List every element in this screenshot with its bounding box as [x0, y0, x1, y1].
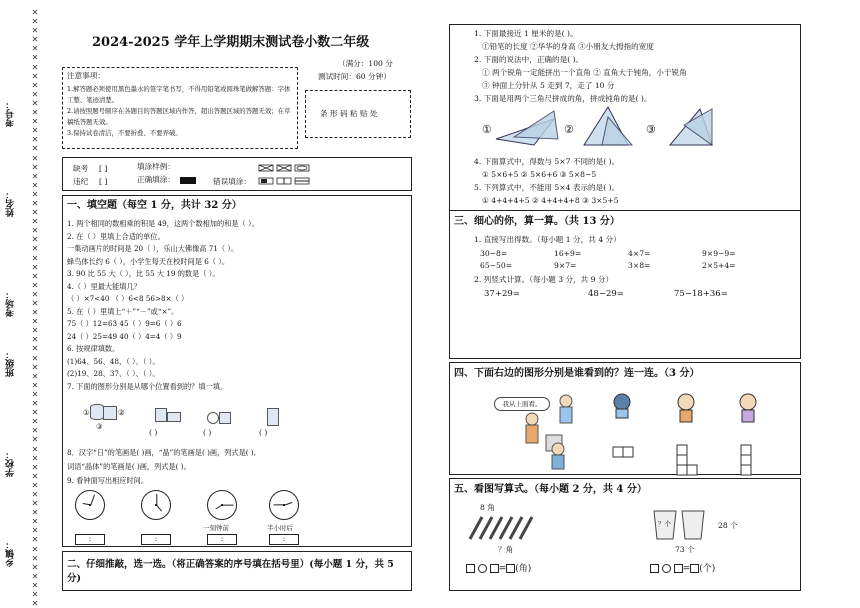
section1-title: 一、填空题（每空 1 分，共计 32 分） — [67, 200, 242, 211]
binding-field-town: 乡镇： — [6, 540, 16, 567]
view-shape-b — [676, 443, 700, 479]
speech-bubble: 我从上面看。 — [494, 397, 550, 411]
question-8a: 8．汉字“日”的笔画是( )画，“晶”的笔画是( )画，列式是( ), — [67, 448, 256, 457]
clock-face — [269, 490, 299, 520]
question-line: 2. 在（ ）里填上合适的单位。 — [67, 231, 165, 241]
fill-samples — [257, 164, 317, 186]
equation-left[interactable]: = (角) — [466, 561, 531, 574]
clock-label: 半小时后 — [267, 524, 293, 532]
question-line: 5. 在（ ）里填上“＋”“－”或“×”。 — [67, 306, 179, 316]
sample-label: 填涂样例： — [137, 162, 175, 171]
clock-face — [207, 490, 237, 520]
test-time: 测试时间：60 分钟） — [318, 72, 391, 81]
choice-q1-options: ①铅笔的长度 ②华华的身高 ③小朋友大拇指的宽度 — [482, 42, 654, 51]
seal-line-crosses: ✕ ✕ ✕ ✕ ✕ ✕ ✕ ✕ ✕ ✕ ✕ ✕ ✕ ✕ ✕ ✕ ✕ ✕ ✕ ✕ ✕ ✕ ✕ ✕ ✕ ✕ ✕ ✕ ✕ ✕ ✕ ✕ ✕ ✕ ✕ ✕ ✕ ✕ ✕ ✕ ✕ ✕ ✕ ✕ ✕ ✕ ✕ ✕ ✕ ✕ ✕ ✕ ✕ ✕ ✕ ✕ ✕ ✕ ✕ ✕ ✕ ✕ ✕ ✕ ✕ ✕ — [31, 8, 39, 608]
question-line: 24（ ）25=49 40（ ）4=4（ ）9 — [67, 331, 182, 341]
question-line: 6. 按规律填数。 — [67, 344, 120, 353]
absent-label: 缺考 — [73, 164, 89, 173]
view-num: ① — [83, 408, 90, 417]
violation-label: 违纪 — [73, 177, 89, 186]
child-girl-icon — [738, 393, 758, 423]
mental-math-item: 4×7= — [628, 249, 651, 258]
basket-question: ？个 — [658, 520, 671, 528]
notice-item: 1.解答题必须使用黑色墨水的签字笔书写，不得用铅笔或圆珠笔做解答题：字体工整、笔迹清楚。 — [67, 85, 291, 104]
child-top-view-icon — [612, 393, 632, 419]
view-shape-a — [612, 445, 636, 459]
choice-q4: 4. 下面算式中，得数与 5×7 不同的是( )。 — [474, 157, 620, 166]
clock-face — [75, 490, 105, 520]
mental-math-item: 9×9−9= — [702, 249, 736, 258]
notice-item: 3.保持试卷清洁，不要折叠、不要弄破。 — [67, 129, 182, 137]
notice-items — [67, 84, 293, 139]
choice-q1: 1. 下面最接近 1 厘米的是( )。 — [474, 29, 578, 38]
time-answer-box[interactable]: : — [75, 534, 105, 545]
section4-title: 四、下面右边的图形分别是谁看到的？连一连。（3 分） — [454, 368, 700, 379]
exam-title: 2024-2025 学年上学期期末测试卷小数二年级 — [92, 35, 370, 50]
section-fill-blank — [62, 195, 412, 547]
triangle-ruler-icon — [660, 105, 720, 151]
question-line: 一集动画片的时间是 20（ ），乐山大佛像高 71（ ）。 — [67, 244, 239, 253]
clock-label: 一刻钟前 — [203, 524, 229, 532]
absence-box — [62, 157, 412, 191]
barcode-area — [305, 90, 411, 138]
view-num: ③ — [96, 422, 103, 431]
time-answer-box[interactable]: : — [207, 534, 237, 545]
cube-shape — [103, 406, 117, 420]
notice-title: 注意事项： — [67, 71, 105, 80]
section2-title: 二、仔细推敲，选一选。（将正确答案的序号填在括号里）(每小题 1 分，共 5 分) — [67, 559, 394, 584]
absent-checkbox[interactable]: [ ] — [99, 164, 108, 173]
unit-label: (角) — [515, 564, 532, 574]
vertical-calc: 37+29= — [484, 289, 520, 299]
pencils-value: 8 角 — [480, 503, 495, 512]
children-group-icon — [514, 393, 594, 471]
pencils-question: ？角 — [498, 545, 514, 554]
section-picture-equation — [449, 478, 801, 591]
choice-q3: 3. 下面是用两个三角尺拼成的角，拼成钝角的是( )。 — [474, 94, 652, 103]
binding-field-room: 考场： — [6, 290, 16, 317]
question-line: 3. 90 比 55 大（ ），比 55 大 19 的数是（ ）。 — [67, 269, 220, 278]
option-num: ② — [564, 123, 574, 136]
question-line: 75（ ）12=63 45（ ）9=6（ ）6 — [67, 319, 182, 328]
question-line: 4.（ ）里最大能填几？ — [67, 281, 141, 291]
choice-q2: 2. 下面的说法中，正确的是( )。 — [474, 55, 584, 64]
view-shape-c — [740, 443, 754, 479]
question-line: (1)64、56、48、（ ）、（ ）。 — [67, 356, 160, 366]
notice-item: 2.请按照题号顺序在各题目的答题区域内作答，超出答题区域的答题无效；在草稿纸答题无效。 — [67, 107, 291, 126]
basket-side-value: 28 个 — [718, 521, 738, 530]
binding-field-name: 姓名： — [6, 190, 16, 217]
question-line: (2)19、28、37、（ ）、（ ）。 — [67, 369, 160, 378]
answer-paren[interactable]: ( ) — [203, 428, 212, 437]
mental-math-item: 3×8= — [628, 261, 651, 270]
correct-fill-label: 正确填涂： — [137, 175, 175, 184]
cylinder-shape — [90, 404, 104, 420]
view-figure-b — [207, 412, 219, 424]
choice-q4-options: ① 5×6+5 ② 5×6+6 ③ 5×8−5 — [482, 170, 597, 179]
time-answer-box[interactable]: : — [141, 534, 171, 545]
view-num: ② — [118, 408, 125, 417]
view-figure-a — [167, 412, 181, 422]
mental-math-item: 30−8= — [480, 249, 508, 258]
section1-questions — [67, 218, 259, 393]
mental-math-item: 65−50= — [480, 261, 513, 270]
choice-q2-options: ③ 钟面上分针从 5 走到 7，走了 10 分 — [482, 81, 615, 90]
answer-paren[interactable]: ( ) — [149, 428, 158, 437]
section5-title: 五、看图写算式。（每小题 2 分，共 4 分） — [454, 484, 647, 495]
section3-part1: 1. 直接写出得数。（每小题 1 分，共 4 分） — [474, 235, 621, 244]
section-connect — [449, 362, 801, 475]
option-num: ① — [482, 123, 492, 136]
full-score: （满分：100 分 — [338, 59, 393, 68]
question-line: 7. 下面的图形分别是从哪个位置看到的？填一填。 — [67, 381, 228, 391]
vertical-calc: 48−29= — [588, 289, 624, 299]
notice-box — [62, 67, 298, 149]
section-choice-header — [62, 551, 412, 591]
question-line: 1. 两个相同的数相乘的积是 49，这两个数相加的和是（ ）。 — [67, 219, 259, 228]
violation-checkbox[interactable]: [ ] — [99, 177, 108, 186]
unit-label: (个) — [699, 564, 716, 574]
wrong-fill-label: 错误填涂： — [213, 177, 251, 186]
clock-face — [141, 490, 171, 520]
equation-right[interactable]: = (个) — [650, 561, 715, 574]
vertical-calc: 75−18+36= — [674, 289, 728, 299]
divider — [450, 210, 800, 211]
barcode-label: 条 形 码 粘 贴 处 — [320, 109, 378, 118]
question-8b: 词语“晶体”的笔画是( )画，列式是( )。 — [67, 462, 191, 471]
binding-field-school: 学校： — [6, 450, 16, 477]
view-figure-c — [267, 408, 279, 426]
question-line: 蜂鸟体长约 6（ ），小学生每天在校时间是 6（ ）。 — [67, 256, 230, 266]
view-figure-a — [155, 408, 167, 422]
question-line: （ ）×7<40 （ ）6<8 56>8×（ ） — [67, 294, 189, 303]
mental-math-item: 9×7= — [554, 261, 577, 270]
basket-total: 73 个 — [675, 545, 695, 554]
mental-math-item: 16+9= — [554, 249, 582, 258]
child-face-icon — [676, 393, 696, 423]
choice-q5-options: ① 4+4+4+5 ② 4+4+4+8 ③ 3×5+5 — [482, 196, 619, 205]
choice-q5: 5. 下列算式中，不能用 5×4 表示的是( )。 — [474, 183, 620, 192]
option-num: ③ — [646, 123, 656, 136]
binding-field-class: 班级： — [6, 350, 16, 377]
mental-math-item: 2×5+4= — [702, 261, 736, 270]
choice-q2-options: ① 两个锐角一定能拼出一个直角 ② 直角大于钝角，小于锐角 — [482, 68, 687, 77]
view-figure-b — [219, 412, 231, 424]
section-choice-body — [449, 24, 801, 359]
time-answer-box[interactable]: : — [269, 534, 299, 545]
triangle-ruler-icon — [494, 109, 564, 149]
answer-paren[interactable]: ( ) — [259, 428, 268, 437]
section3-part2: 2. 列竖式计算。（每小题 3 分，共 9 分） — [474, 275, 614, 284]
section3-title: 三、细心的你，算一算。（共 13 分） — [454, 216, 620, 227]
triangle-ruler-icon — [578, 105, 638, 151]
correct-fill-mark — [180, 177, 196, 184]
question-9: 9. 看钟面写出相应时间。 — [67, 476, 149, 485]
binding-field-exam-no: 考号： — [6, 100, 16, 127]
pencils-icon — [464, 515, 534, 543]
